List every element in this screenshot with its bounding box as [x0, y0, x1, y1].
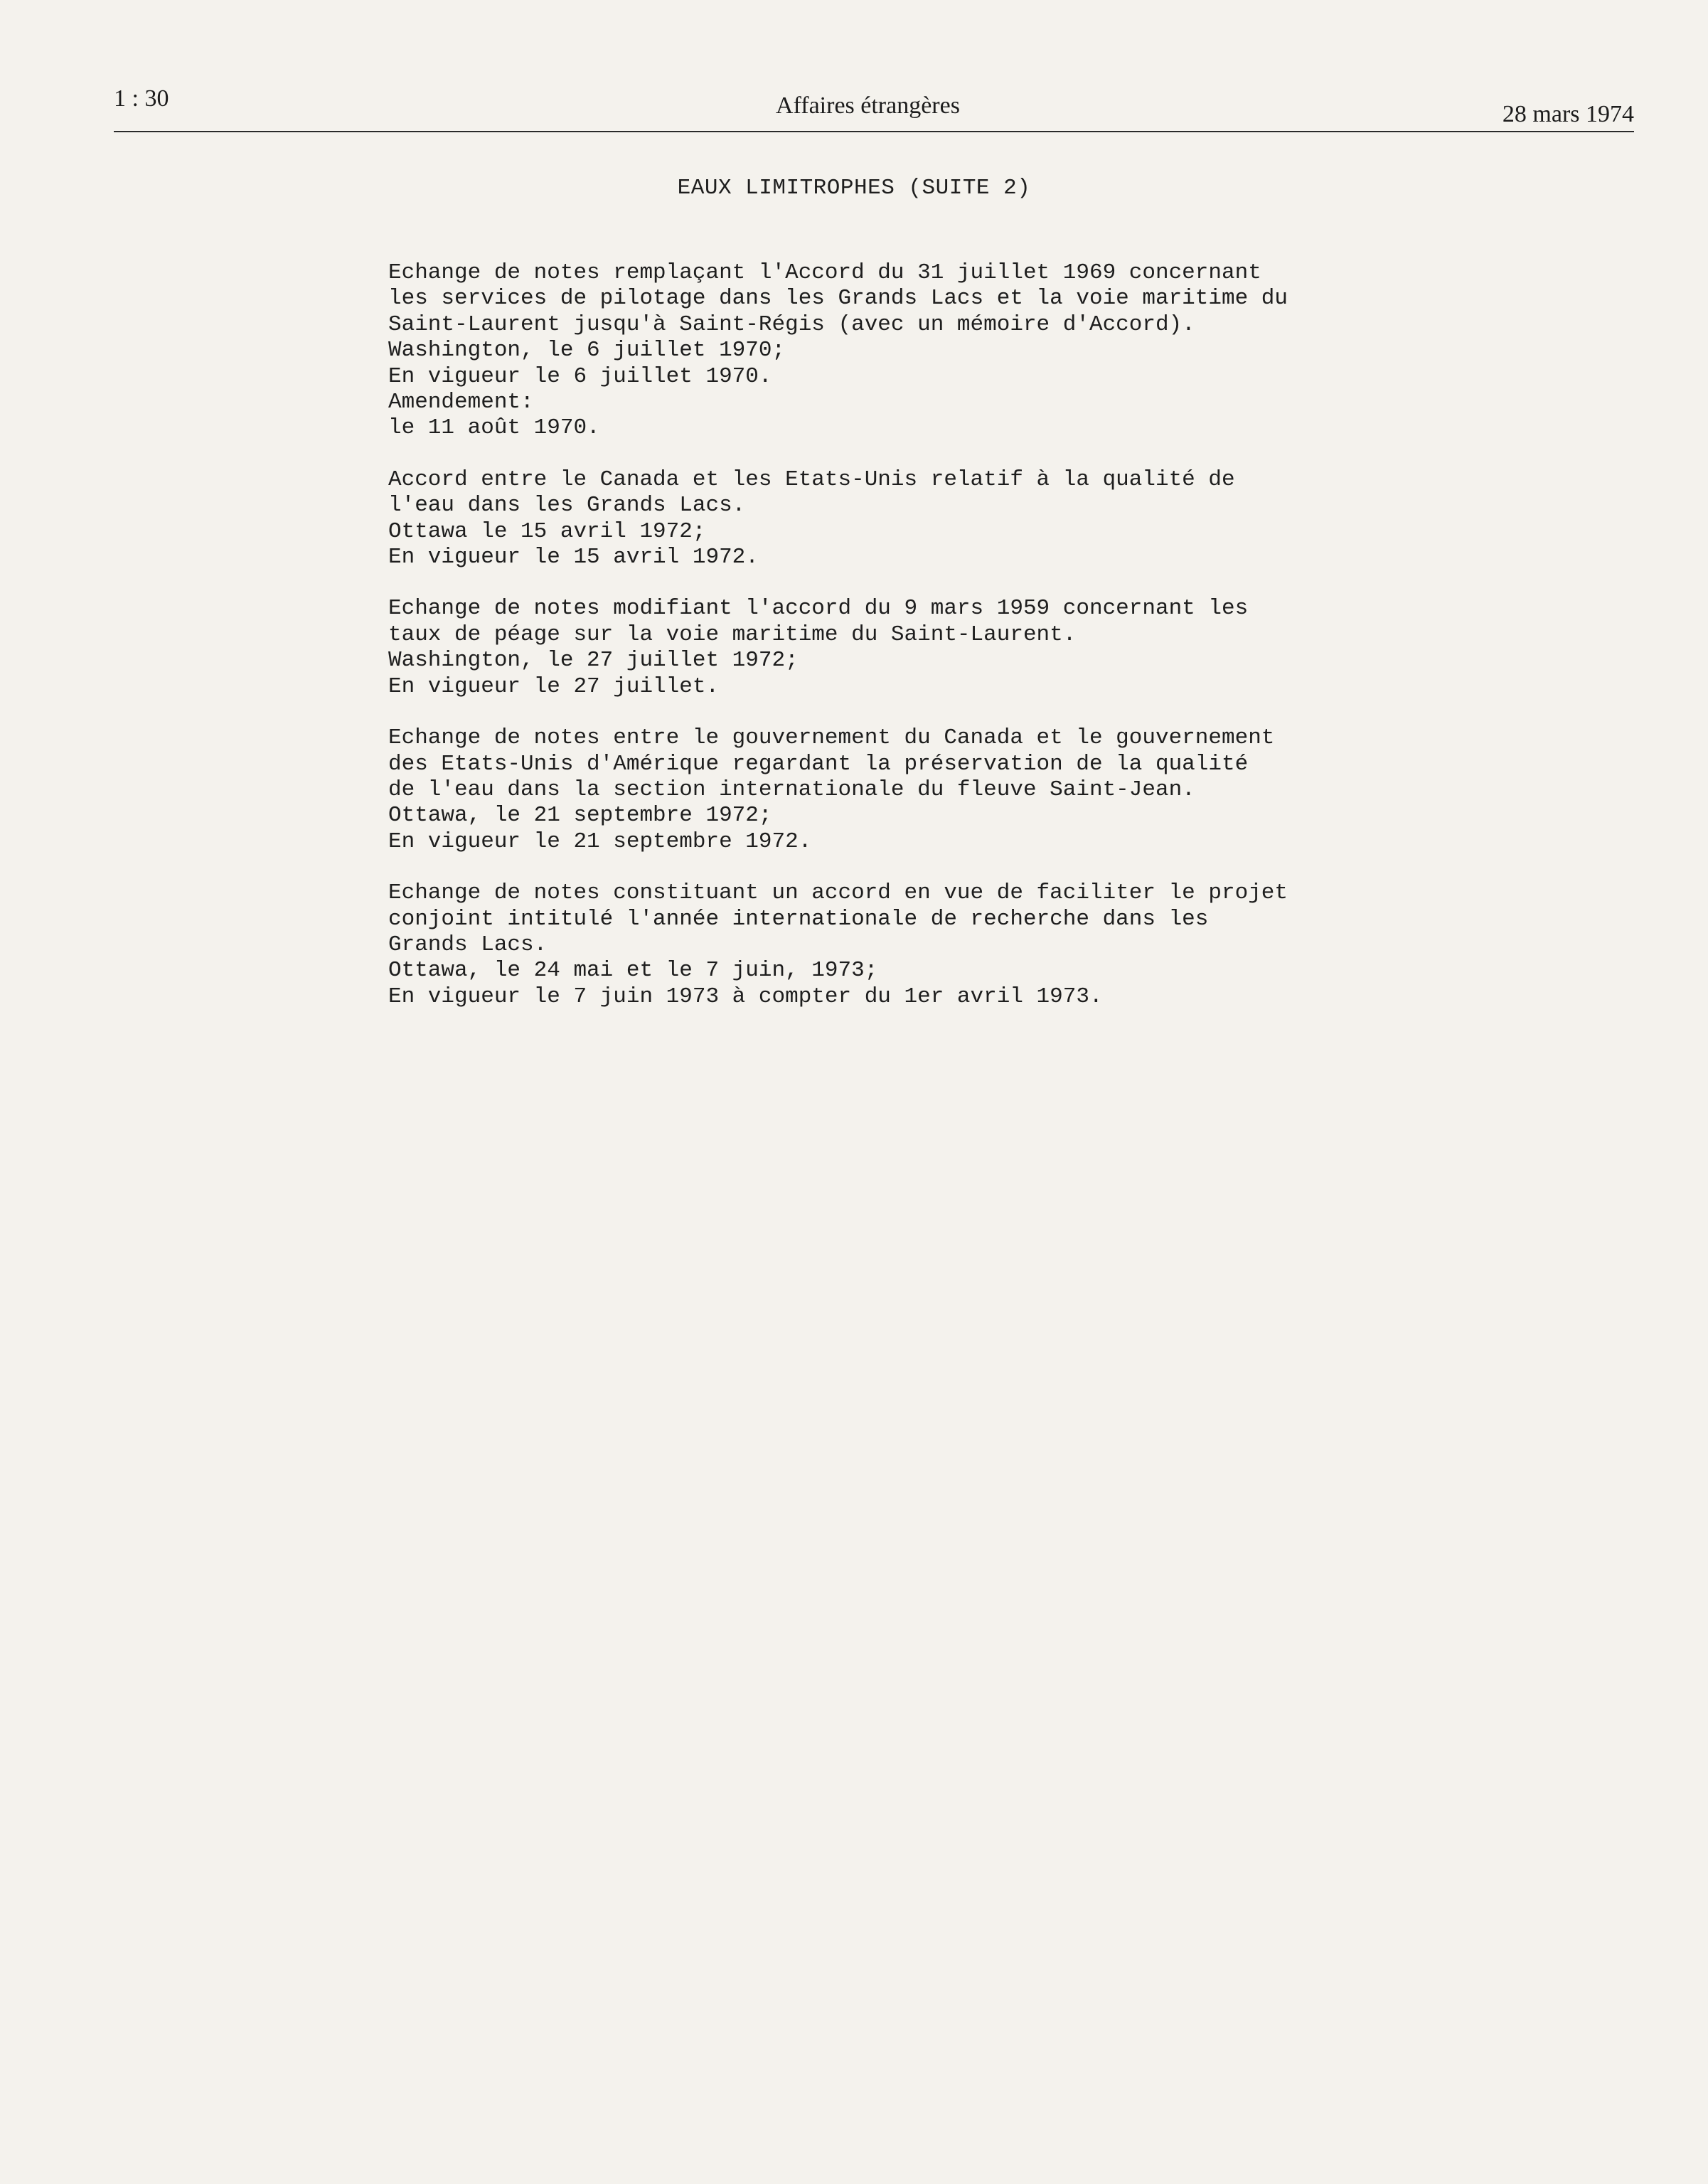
header-date: 28 mars 1974 — [1502, 101, 1634, 127]
treaty-entry — [388, 880, 1334, 1010]
entry-line: Ottawa le 15 avril 1972; — [388, 518, 706, 544]
entry-line: En vigueur le 15 avril 1972. — [388, 545, 759, 570]
entry-line: Echange de notes remplaçant l'Accord du 31 juillet 1969 concernant — [388, 260, 1261, 285]
document-title: EAUX LIMITROPHES (SUITE 2) — [677, 176, 1031, 201]
entry-line: l'eau dans les Grands Lacs. — [388, 493, 746, 518]
entry-line: Accord entre le Canada et les Etats-Unis relatif à la qualité de — [388, 467, 1235, 492]
entry-line: Ottawa, le 24 mai et le 7 juin, 1973; — [388, 958, 878, 984]
entry-line: En vigueur le 6 juillet 1970. — [388, 363, 772, 389]
entry-line: Amendement: — [388, 390, 534, 415]
entry-line: des Etats-Unis d'Amérique regardant la préservation de la qualité — [388, 751, 1249, 777]
entry-line: taux de péage sur la voie maritime du Saint-Laurent. — [388, 622, 1077, 647]
entry-line: En vigueur le 21 septembre 1972. — [388, 829, 812, 854]
treaty-entries — [388, 260, 1334, 1035]
treaty-entry — [388, 596, 1334, 700]
entry-line: de l'eau dans la section internationale du fleuve Saint-Jean. — [388, 777, 1195, 802]
entry-line: Washington, le 27 juillet 1972; — [388, 648, 799, 673]
treaty-entry — [388, 467, 1334, 571]
entry-line: le 11 août 1970. — [388, 415, 600, 441]
entry-line: Echange de notes entre le gouvernement du Canada et le gouvernement — [388, 725, 1275, 751]
entry-line: Ottawa, le 21 septembre 1972; — [388, 803, 772, 829]
treaty-entry — [388, 260, 1334, 442]
entry-line: Washington, le 6 juillet 1970; — [388, 338, 786, 363]
page-number: 1 : 30 — [114, 85, 169, 112]
entry-line: les services de pilotage dans les Grands Lacs et la voie maritime du — [388, 286, 1288, 311]
entry-line: En vigueur le 7 juin 1973 à compter du 1er avril 1973. — [388, 984, 1103, 1009]
entry-line: Grands Lacs. — [388, 932, 548, 957]
entry-line: Echange de notes constituant un accord en vue de faciliter le projet — [388, 880, 1288, 906]
entry-line: En vigueur le 27 juillet. — [388, 673, 720, 699]
section-title: Affaires étrangères — [776, 92, 960, 119]
entry-line: Echange de notes modifiant l'accord du 9 mars 1959 concernant les — [388, 596, 1249, 622]
entry-line: conjoint intitulé l'année internationale de recherche dans les — [388, 906, 1209, 932]
entry-line: Saint-Laurent jusqu'à Saint-Régis (avec un mémoire d'Accord). — [388, 311, 1195, 337]
treaty-entry — [388, 725, 1334, 855]
page-header — [114, 80, 1634, 132]
